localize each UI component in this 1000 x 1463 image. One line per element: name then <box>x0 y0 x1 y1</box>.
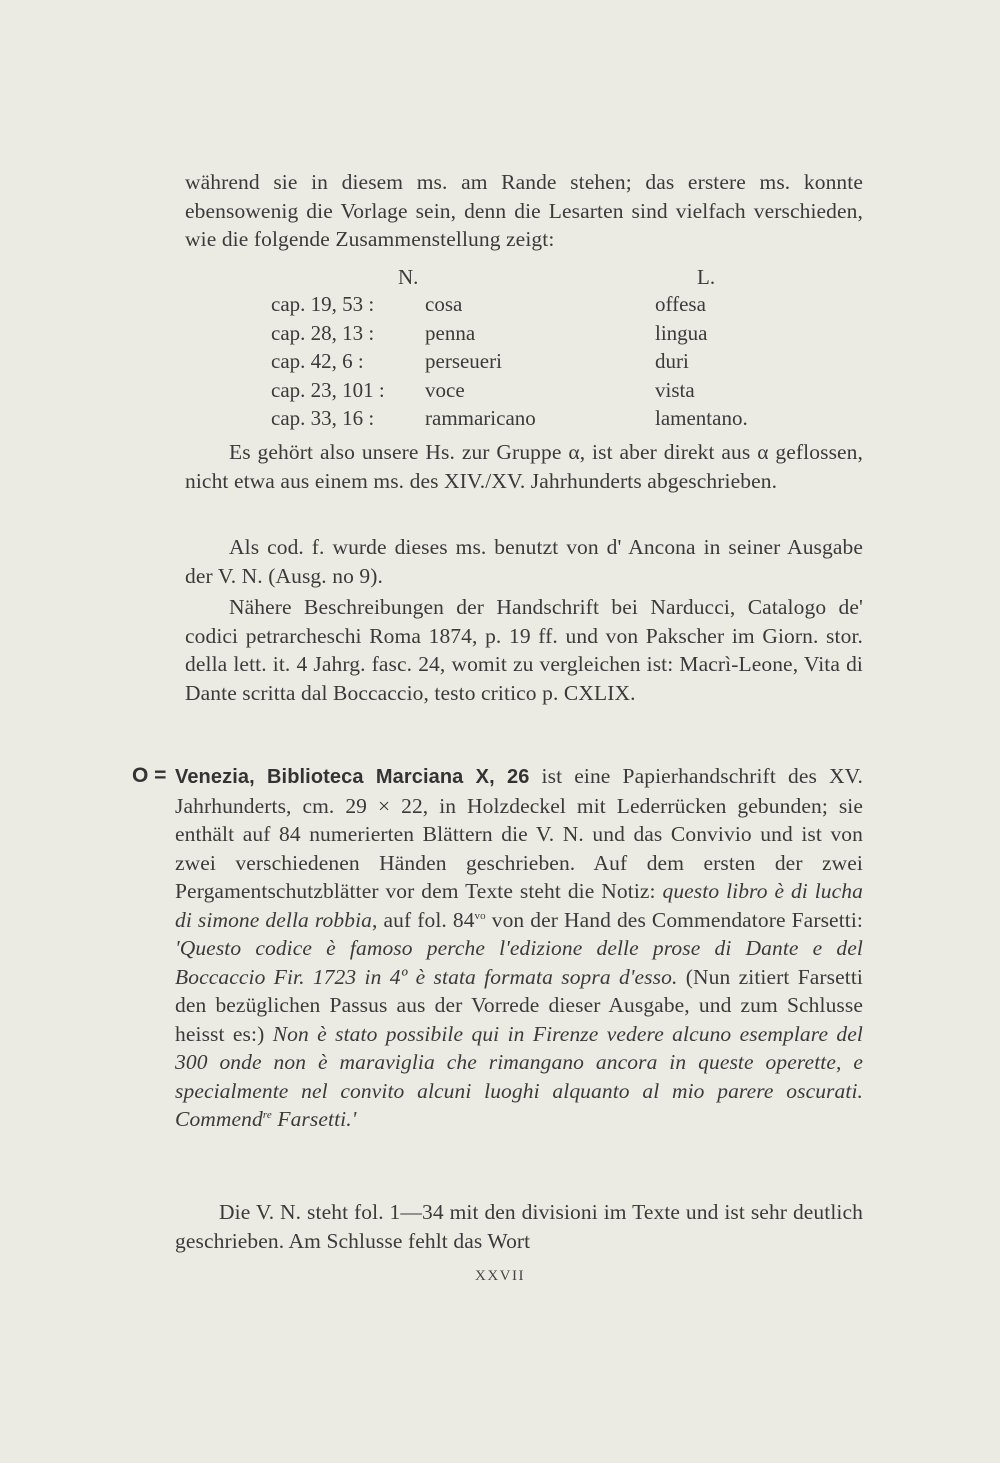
table-ref-3: cap. 42, 6 : <box>271 349 364 373</box>
table-n-5: rammaricano <box>425 406 536 430</box>
manuscript-title: Venezia, Biblioteca Marciana X, 26 <box>175 766 530 788</box>
table-header-n: N. <box>398 265 419 289</box>
manuscript-o-paragraph <box>175 762 863 1134</box>
table-l-2: lingua <box>655 320 708 345</box>
table-l-3: duri <box>655 349 689 373</box>
table-n-2: penna <box>425 320 476 345</box>
table-ref-1: cap. 19, 53 : <box>271 292 375 316</box>
ms-description-4: (Nun zitiert Farsetti den bezüglichen Passus aus der Vorrede dieser Ausgabe, und zum Schlusse heisst es:) <box>175 964 864 1046</box>
verso-superscript: vo <box>474 909 486 922</box>
table-n-1: cosa <box>425 292 463 316</box>
ms-description-2: , auf fol. 84 <box>372 907 475 932</box>
commendatore-superscript: re <box>262 1108 272 1121</box>
table-ref-5: cap. 33, 16 : <box>271 406 375 430</box>
table-ref-2: cap. 28, 13 : <box>271 320 375 345</box>
ms-description-3: von der Hand des Commendatore Farsetti: <box>485 907 863 932</box>
farsetti-quote-2: Non è stato possibile qui in Firenze vedere alcuno esemplare del 300 onde non è maraviglia che rimangano ancora in queste operette, e specialmente nel convito alcuni luoghi alquanto al mio parere oscurati. Commend <box>175 1021 863 1131</box>
table-n-3: perseueri <box>425 349 502 373</box>
ownership-note: questo libro è di lucha di simone della robbia <box>175 879 863 932</box>
ancona-paragraph: Als cod. f. wurde dieses ms. benutzt von d' Ancona in seiner Ausgabe der V. N. (Ausg. no 9). <box>185 535 863 588</box>
table-ref-4: cap. 23, 101 : <box>271 377 385 402</box>
manuscript-siglum: O = <box>132 764 167 787</box>
table-n-4: voce <box>425 377 465 402</box>
page-number: XXVII <box>475 1268 525 1284</box>
table-l-5: lamentano. <box>655 406 748 430</box>
farsetti-quote-3: Farsetti.' <box>271 1107 357 1131</box>
descriptions-paragraph: Nähere Beschreibungen der Handschrift bei Narducci, Catalogo de' codici petrarcheschi Roma 1874, p. 19 ff. und von Pakscher im Giorn. stor. della lett. it. 4 Jahrg. fasc. 24, womit zu vergleichen ist: Macrì-Leone, Vita di Dante scritta dal Boccaccio, testo critico p. CXLIX. <box>185 595 863 705</box>
table-header-l: L. <box>697 265 716 289</box>
gruppe-paragraph: Es gehört also unsere Hs. zur Gruppe α, ist aber direkt aus α geflossen, nicht etwa aus einem ms. des XIV./XV. Jahrhunderts abgeschrieben. <box>185 440 863 493</box>
farsetti-quote-1: 'Questo codice è famoso perche l'edizione delle prose di Dante e del Boccaccio Fir. 1723 in 4º è stata formata sopra d'esso. <box>175 936 863 989</box>
table-l-4: vista <box>655 377 695 402</box>
intro-paragraph: während sie in diesem ms. am Rande stehen; das erstere ms. konnte ebensowenig die Vorlage sein, denn die Lesarten sind vielfach verschieden, wie die folgende Zusammenstellung zeigt: <box>185 170 863 251</box>
ms-description-1: ist eine Papierhandschrift des XV. Jahrhunderts, cm. 29 × 22, in Holzdeckel mit Lederrücken gebunden; sie enthält auf 84 numerierten Blättern die V. N. und das Convivio und ist von zwei verschiedenen Händen geschrieben. Auf dem ersten der zwei Pergamentschutzblätter vor dem Texte steht die Notiz: <box>175 764 863 903</box>
closing-paragraph: Die V. N. steht fol. 1—34 mit den divisioni im Texte und ist sehr deutlich geschrieben. Am Schlusse fehlt das Wort <box>175 1200 863 1253</box>
table-l-1: offesa <box>655 292 706 316</box>
